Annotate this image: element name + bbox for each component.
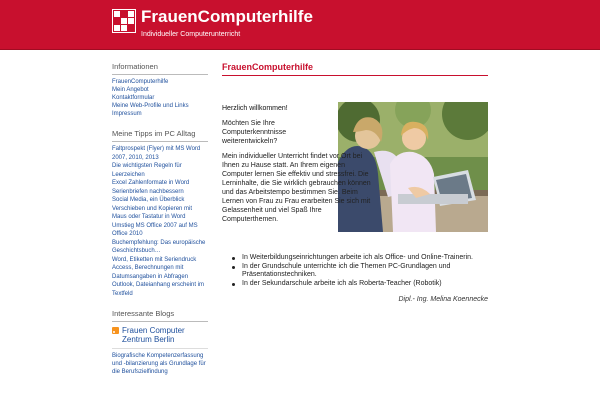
intro-paragraph: Mein individueller Unterricht findet vor Ort bei Ihnen zu Hause statt. An Ihrem eigenen Computer lernen Sie effektiv und stressfrei. Die Lerninhalte, die Sie wirklich gebrauchen können und das Arbeitstempo bestimmen Sie. Beim Lernen von Frau zu Frau erarbeiten Sie sich mit Gelassenheit und viel Spaß Ihre Computerthemen. [222,153,371,223]
intro-question: Möchten Sie Ihre Computerkenntnisse weiterentwickeln? [222,120,287,145]
blog-entry-link[interactable]: Biografische Kompetenzerfassung und -bilanzierung als Grundlage für die Berufszielfindung [112,348,208,376]
tip-link[interactable]: Die wichtigsten Regeln für Leerzeichen [112,163,182,178]
tip-link[interactable]: Outlook, Dateianhang erscheint im Textfeld [112,282,205,297]
sidebar-link-home[interactable]: FrauenComputerhilfe [112,79,169,85]
blogs-heading: Interessante Blogs [112,309,208,322]
sidebar [112,62,208,387]
list-item: In Weiterbildungseinrichtungen arbeite ich als Office- und Online-Trainerin. [232,254,488,263]
blogs-section [112,309,208,376]
tip-link[interactable]: Faltprospekt (Flyer) mit MS Word 2007, 2010, 2013 [112,146,201,161]
sidebar-link-offer[interactable]: Mein Angebot [112,87,149,93]
site-tagline: Individueller Computerunterricht [141,31,241,38]
list-item: In der Sekundarschule arbeite ich als Roberta-Teacher (Robotik) [232,280,488,289]
blog-title-link[interactable]: Frauen Computer Zentrum Berlin [122,326,185,344]
sidebar-link-imprint[interactable]: Impressum [112,111,142,117]
site-header [0,0,600,50]
tip-link[interactable]: Umstieg MS Office 2007 auf MS Office 2010 [112,222,198,237]
sidebar-link-profiles[interactable]: Meine Web-Profile und Links [112,103,189,109]
work-list [232,254,488,288]
tip-link[interactable]: Social Media, ein Überblick [112,197,185,203]
tip-link[interactable]: Excel Zahlenformate in Word Serienbriefen nachbessern [112,180,190,195]
tip-link[interactable]: Verschieben und Kopieren mit Maus oder Tastatur in Word [112,205,193,220]
info-section [112,62,208,118]
info-heading: Informationen [112,62,208,75]
rss-icon[interactable] [112,327,119,334]
tip-link[interactable]: Access, Berechnungen mit Datumsangaben in Abfragen [112,265,189,280]
page-title: FrauenComputerhilfe [222,62,488,76]
site-title[interactable]: FrauenComputerhilfe [141,7,313,26]
welcome-text: Herzlich willkommen! [222,105,288,112]
sidebar-link-contact[interactable]: Kontaktformular [112,95,155,101]
intro-text [222,104,488,230]
tips-heading: Meine Tipps im PC Alltag [112,129,208,142]
tips-section [112,129,208,298]
list-item: In der Grundschule unterrichte ich die Themen PC-Grundlagen und Präsentationstechniken. [232,263,488,280]
main-content [222,62,488,303]
signature: Dipl.- Ing. Melina Koennecke [398,296,488,303]
rss-feed-row [112,326,208,344]
tip-link[interactable]: Word, Etiketten mit Seriendruck [112,256,197,263]
tip-link[interactable]: Buchempfehlung: Das europäische Geschichtsbuch… [112,239,206,254]
logo-icon[interactable] [112,9,136,33]
